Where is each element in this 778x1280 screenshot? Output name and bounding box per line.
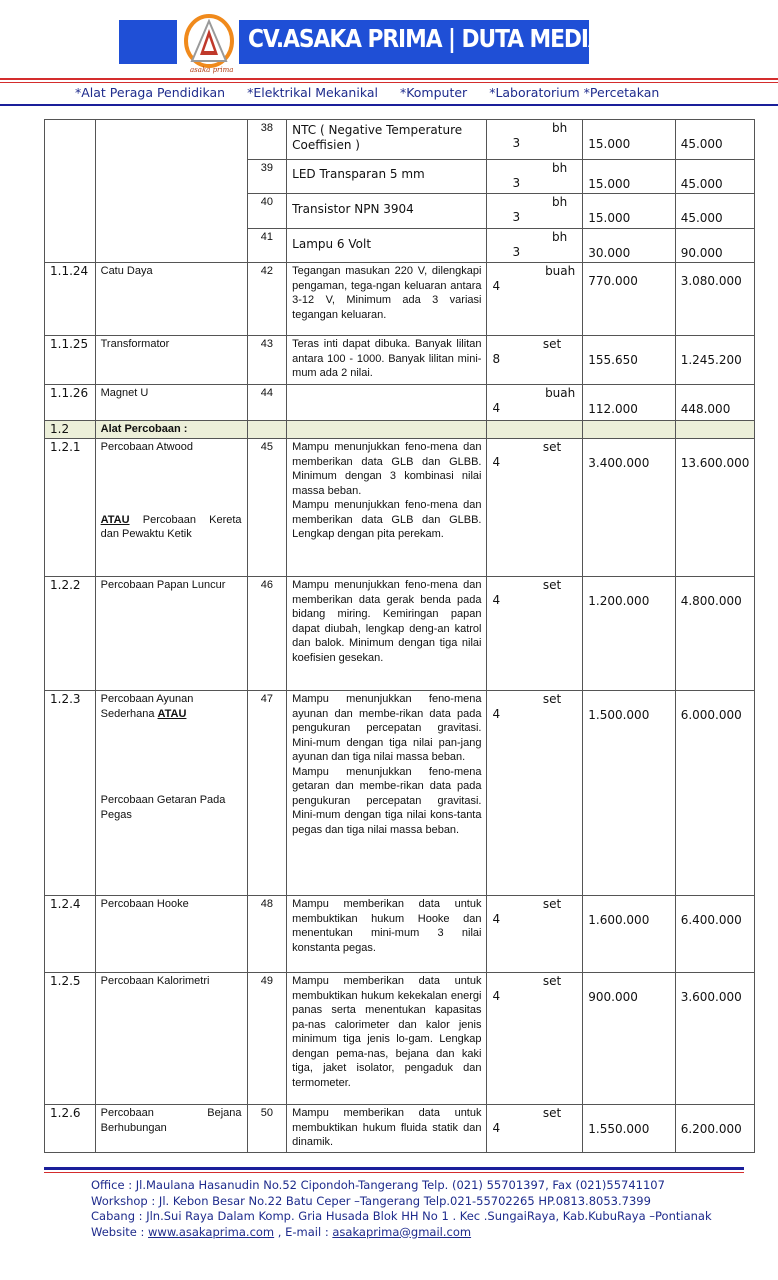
item-number: 43 [247, 336, 287, 385]
item-qty [487, 194, 583, 229]
item-name: Percobaan Papan Luncur [95, 577, 247, 691]
item-unit: bh [552, 161, 568, 175]
item-qty [487, 160, 583, 194]
item-code: 1.1.25 [45, 336, 96, 385]
item-total-price [675, 160, 754, 194]
alternative-name: Percobaan Kereta dan Pewaktu Ketik [100, 513, 242, 540]
empty-cell [287, 421, 487, 439]
empty-cell [247, 421, 287, 439]
item-unit-price [583, 973, 675, 1105]
spec-text: Lampu 6 Volt [292, 237, 372, 251]
item-qty [487, 263, 583, 336]
header-divider-red [0, 78, 778, 80]
tagline-item: *Elektrikal Mekanikal [247, 85, 378, 100]
item-total-price [675, 120, 754, 160]
price-value: 112.000 [588, 402, 638, 416]
item-code-cell [45, 120, 96, 263]
item-unit: set [542, 692, 562, 706]
item-spec-cell [287, 691, 487, 896]
total-value: 6.400.000 [680, 913, 742, 927]
item-quantity: 4 [492, 592, 501, 607]
item-unit: set [542, 440, 562, 454]
item-spec-cell [287, 439, 487, 577]
item-unit: set [542, 337, 562, 351]
table-row [45, 1105, 755, 1153]
item-qty [487, 439, 583, 577]
item-qty [487, 973, 583, 1105]
item-spec: Mampu memberikan data untuk membuktikan hukum Hooke dan menentukan mini-mum 3 nilai konstanta pegas. [287, 896, 487, 973]
price-value: 900.000 [588, 990, 638, 1004]
total-value: 6.200.000 [680, 1122, 742, 1136]
table-row [45, 973, 755, 1105]
item-qty [487, 229, 583, 263]
price-value: 1.500.000 [588, 708, 650, 722]
empty-cell [583, 421, 675, 439]
item-number: 47 [247, 691, 287, 896]
spec-text: Transistor NPN 3904 [292, 202, 414, 216]
price-value: 770.000 [588, 274, 638, 288]
tagline-item: *Alat Peraga Pendidikan [75, 85, 226, 100]
item-quantity: 3 [512, 209, 521, 224]
item-code: 1.1.26 [45, 385, 96, 421]
table-row [45, 120, 755, 160]
price-value: 1.550.000 [588, 1122, 650, 1136]
price-value: 15.000 [588, 177, 631, 191]
item-quantity: 4 [492, 988, 501, 1003]
total-value: 1.245.200 [680, 353, 742, 367]
item-spec [287, 194, 487, 229]
empty-cell [675, 421, 754, 439]
item-qty [487, 1105, 583, 1153]
price-value: 30.000 [588, 246, 631, 260]
office-address: Office : Jl.Maulana Hasanudin No.52 Cipondoh-Tangerang Telp. (021) 55701397, Fax (021)55741107 [91, 1178, 665, 1192]
footer-divider-blue [44, 1167, 744, 1170]
item-unit-price [583, 439, 675, 577]
equipment-price-table [44, 119, 755, 1153]
item-unit-price [583, 691, 675, 896]
item-unit: bh [552, 230, 568, 244]
item-spec-alternative: Mampu menunjukkan feno-mena dan memberikan data GLB dan GLBB. Lengkap dengan pita perekam. [292, 499, 482, 540]
item-name: Percobaan Hooke [95, 896, 247, 973]
total-value: 45.000 [680, 177, 723, 191]
total-value: 3.080.000 [680, 274, 742, 288]
total-value: 448.000 [680, 402, 731, 416]
price-value: 1.600.000 [588, 913, 650, 927]
item-quantity: 4 [492, 454, 501, 469]
table-row [45, 439, 755, 577]
item-unit-price [583, 896, 675, 973]
item-quantity: 4 [492, 706, 501, 721]
item-total-price [675, 194, 754, 229]
footer-divider-red [44, 1172, 744, 1173]
website-label: Website : [91, 1224, 149, 1239]
item-unit-price [583, 160, 675, 194]
total-value: 3.600.000 [680, 990, 742, 1004]
item-spec: Mampu memberikan data untuk membuktikan hukum fluida statik dan dinamik. [287, 1105, 487, 1153]
item-total-price [675, 1105, 754, 1153]
price-value: 3.400.000 [588, 456, 650, 470]
item-spec-alternative: Mampu menunjukkan feno-mena getaran dan membe-rikan data pada pengukuran percepatan gravitasi. Mini-mum dengan tiga nilai kons-tanta pegas dan tiga nilai massa beban. [292, 765, 482, 836]
item-name [101, 692, 242, 721]
email-label: , E-mail : [274, 1224, 333, 1239]
item-unit-price [583, 577, 675, 691]
table-row [45, 577, 755, 691]
item-spec: Mampu menunjukkan feno-mena ayunan dan membe-rikan data pada pengukuran percepatan gravitasi. Mini-mum dengan tiga nilai pan-jang ayunan dan tiga nilai massa beban. [292, 693, 482, 763]
item-number: 45 [247, 439, 287, 577]
item-number: 48 [247, 896, 287, 973]
item-code: 1.2.2 [45, 577, 96, 691]
item-quantity: 4 [492, 400, 501, 415]
item-quantity: 3 [512, 175, 521, 190]
item-spec [287, 385, 487, 421]
table-row [45, 896, 755, 973]
total-value: 6.000.000 [680, 708, 742, 722]
item-name-cell [95, 691, 247, 896]
item-unit: set [542, 974, 562, 988]
website-link[interactable]: www.asakaprima.com [148, 1224, 275, 1239]
item-unit: set [542, 897, 562, 911]
item-quantity: 8 [492, 351, 501, 366]
section-code: 1.2 [45, 421, 96, 439]
item-total-price [675, 577, 754, 691]
item-name: Magnet U [95, 385, 247, 421]
item-total-price [675, 973, 754, 1105]
item-total-price [675, 691, 754, 896]
total-value: 45.000 [680, 137, 723, 151]
item-spec: Tegangan masukan 220 V, dilengkapi pengaman, tega-ngan keluaran antara 3-12 V, Minimum ada 3 variasi tegangan keluaran. [287, 263, 487, 336]
item-name: Percobaan Atwood [100, 441, 193, 453]
alternative-keyword: ATAU [157, 707, 187, 720]
item-unit: bh [552, 121, 568, 135]
item-name-cell [95, 439, 247, 577]
item-code: 1.2.4 [45, 896, 96, 973]
header-divider-blue [0, 104, 778, 106]
item-qty [487, 691, 583, 896]
item-total-price [675, 336, 754, 385]
alternative-keyword: ATAU [100, 513, 130, 526]
price-value: 15.000 [588, 211, 631, 225]
price-value: 1.200.000 [588, 594, 650, 608]
item-qty [487, 336, 583, 385]
company-name: CV.ASAKA PRIMA | DUTA MEDIA GROUP [248, 24, 692, 53]
item-name: Transformator [95, 336, 247, 385]
alternative-item [101, 513, 242, 542]
alternative-name: Percobaan Getaran Pada Pegas [100, 794, 226, 821]
branch-address: Cabang : Jln.Sui Raya Dalam Komp. Gria Husada Blok HH No 1 . Kec .SungaiRaya, Kab.KubuRaya –Pontianak [91, 1209, 712, 1223]
item-unit-price [583, 194, 675, 229]
total-value: 45.000 [680, 211, 723, 225]
item-number: 41 [247, 229, 287, 263]
table-row [45, 336, 755, 385]
section-row [45, 421, 755, 439]
item-total-price [675, 263, 754, 336]
item-unit: bh [552, 195, 568, 209]
item-name-text: Percobaan Ayunan Sederhana [100, 693, 194, 720]
item-quantity: 4 [492, 278, 501, 293]
item-unit-price [583, 385, 675, 421]
item-code: 1.2.3 [45, 691, 96, 896]
item-spec [287, 229, 487, 263]
item-qty [487, 896, 583, 973]
header-left-band [119, 20, 177, 64]
total-value: 4.800.000 [680, 594, 742, 608]
item-number: 38 [247, 120, 287, 160]
item-code: 1.2.5 [45, 973, 96, 1105]
table-row [45, 691, 755, 896]
item-code: 1.2.1 [45, 439, 96, 577]
header-divider-red-thin [0, 82, 778, 83]
empty-cell [487, 421, 583, 439]
total-value: 13.600.000 [680, 456, 750, 470]
item-unit-price [583, 336, 675, 385]
item-qty [487, 385, 583, 421]
item-unit-price [583, 229, 675, 263]
item-spec: Mampu menunjukkan feno-mena dan memberikan data gerak benda pada bidang miring. Kemiringan papan dapat diubah, lengkap deng-an katrol dan balok. Minimum dengan tiga nilai koefisien gesekan. [287, 577, 487, 691]
item-total-price [675, 385, 754, 421]
item-unit-price [583, 1105, 675, 1153]
email-link[interactable]: asakaprima@gmail.com [332, 1224, 472, 1239]
item-name: Catu Daya [95, 263, 247, 336]
total-value: 90.000 [680, 246, 723, 260]
item-spec: Mampu menunjukkan feno-mena dan memberikan data GLB dan GLBB. Minimum dengan 3 kombinasi nilai massa beban. [292, 441, 482, 497]
item-number: 44 [247, 385, 287, 421]
item-number: 46 [247, 577, 287, 691]
table-row [45, 385, 755, 421]
workshop-address: Workshop : Jl. Kebon Besar No.22 Batu Ceper –Tangerang Telp.021-55702265 HP.0813.8053.7399 [91, 1193, 651, 1208]
item-name-cell [95, 120, 247, 263]
item-unit: set [542, 578, 562, 592]
item-unit: buah [545, 386, 576, 400]
item-qty [487, 120, 583, 160]
item-spec [287, 160, 487, 194]
item-name: Percobaan Kalorimetri [95, 973, 247, 1105]
item-total-price [675, 896, 754, 973]
item-number: 40 [247, 194, 287, 229]
price-value: 15.000 [588, 137, 631, 151]
logo-caption: asaka prima [190, 66, 234, 74]
item-total-price [675, 229, 754, 263]
item-qty [487, 577, 583, 691]
item-spec: NTC ( Negative Temperature Coeffisien ) [287, 120, 487, 160]
item-unit-price [583, 263, 675, 336]
item-spec: Mampu memberikan data untuk membuktikan hukum kekekalan energi panas serta menentukan kapasitas pa-nas calorimeter dan kalor jenis minimum tiga jenis lo-gam. Lengkap dengan pema-nas, bejana dan kaki tiga, jaket isolator, pengaduk dan termometer. [287, 973, 487, 1105]
business-taglines [75, 85, 677, 100]
item-total-price [675, 439, 754, 577]
section-title: Alat Percobaan : [95, 421, 247, 439]
item-number: 42 [247, 263, 287, 336]
item-unit: set [542, 1106, 562, 1120]
item-code: 1.2.6 [45, 1105, 96, 1153]
item-number: 50 [247, 1105, 287, 1153]
item-quantity: 4 [492, 1120, 501, 1135]
company-contact-footer [91, 1178, 712, 1240]
spec-text: LED Transparan 5 mm [292, 167, 425, 181]
item-quantity: 3 [512, 135, 521, 150]
item-number: 39 [247, 160, 287, 194]
item-quantity: 4 [492, 911, 501, 926]
item-unit: buah [545, 264, 576, 278]
price-value: 155.650 [588, 353, 638, 367]
item-number: 49 [247, 973, 287, 1105]
table-row [45, 263, 755, 336]
item-quantity: 3 [512, 244, 521, 259]
tagline-item: *Komputer [399, 85, 468, 100]
web-contact [91, 1225, 712, 1241]
tagline-item: *Laboratorium *Percetakan [489, 85, 660, 100]
item-unit-price [583, 120, 675, 160]
item-code: 1.1.24 [45, 263, 96, 336]
item-name: Percobaan Bejana Berhubungan [95, 1105, 247, 1153]
item-spec: Teras inti dapat dibuka. Banyak lilitan antara 100 - 1000. Banyak lilitan mini-mum ada 2 nilai. [287, 336, 487, 385]
